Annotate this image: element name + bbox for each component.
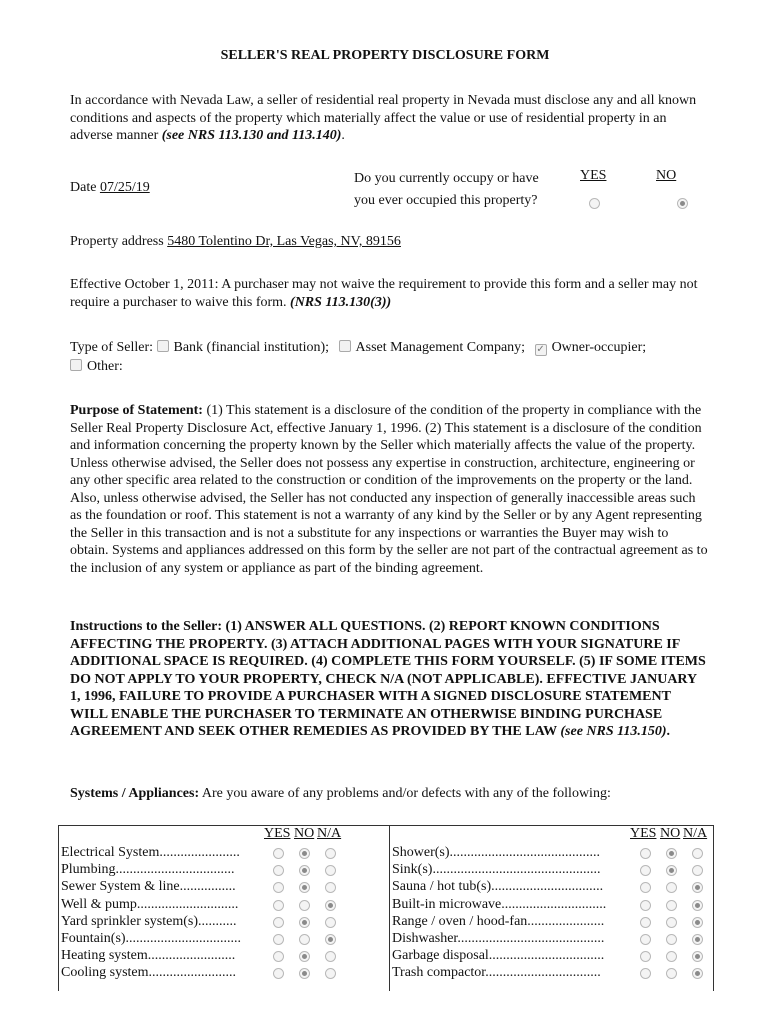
radio-yes[interactable] (273, 848, 284, 859)
radio-na[interactable] (325, 882, 336, 893)
seller-type-option-1[interactable] (339, 340, 526, 355)
purpose-heading: Purpose of Statement: (70, 403, 203, 418)
form-title: SELLER'S REAL PROPERTY DISCLOSURE FORM (220, 48, 550, 63)
systems-row (390, 844, 714, 861)
systems-item-label: Cooling system......................... (61, 965, 237, 981)
property-address-value[interactable]: 5480 Tolentino Dr, Las Vegas, NV, 89156 (167, 234, 401, 249)
intro-end: . (341, 128, 345, 143)
systems-item-label: Sewer System & line................ (61, 879, 236, 895)
radio-na[interactable] (692, 900, 703, 911)
checkbox-icon[interactable] (70, 359, 82, 371)
intro-text: In accordance with Nevada Law, a seller of residential real property in Nevada must disclose any and all known conditions and aspects of the property which materially affect the value or use of residential property in an adverse manner (70, 93, 697, 143)
occupancy-no-radio[interactable] (677, 198, 688, 209)
radio-na[interactable] (325, 951, 336, 962)
systems-row (390, 878, 714, 895)
systems-row (390, 896, 714, 913)
systems-row (59, 947, 389, 964)
systems-left-column (59, 826, 389, 991)
systems-item-label: Built-in microwave.............................. (392, 896, 607, 912)
radio-na[interactable] (692, 865, 703, 876)
date-label: Date (70, 180, 100, 195)
radio-no[interactable] (299, 848, 310, 859)
intro-citation: (see NRS 113.130 and 113.140) (161, 128, 342, 143)
radio-na[interactable] (692, 882, 703, 893)
effective-citation: (NRS 113.130(3)) (290, 294, 392, 310)
seller-type-option-label: Asset Management Company; (355, 340, 526, 355)
radio-no[interactable] (299, 934, 310, 945)
radio-no[interactable] (666, 865, 677, 876)
radio-no[interactable] (666, 951, 677, 962)
radio-no[interactable] (299, 917, 310, 928)
systems-question-text: Are you aware of any problems and/or defects with any of the following: (199, 786, 611, 801)
radio-yes[interactable] (273, 900, 284, 911)
radio-yes[interactable] (640, 951, 651, 962)
radio-no[interactable] (299, 951, 310, 962)
systems-row (390, 861, 714, 878)
systems-item-label: Fountain(s)................................. (61, 931, 242, 946)
radio-yes[interactable] (640, 968, 651, 979)
radio-yes[interactable] (640, 934, 651, 945)
seller-type-label: Type of Seller: (70, 340, 153, 355)
date-value[interactable]: 07/25/19 (99, 180, 150, 195)
radio-na[interactable] (692, 848, 703, 859)
seller-type-option-3[interactable] (70, 359, 123, 374)
systems-item-label: Sauna / hot tub(s)................................ (392, 879, 604, 895)
purpose-text: (1) This statement is a disclosure of the condition of the property in compliance with the Seller Real Property Disclosure Act, effective January 1, 1996. (2) This statement is a disclosure of the condition and information concerning the property known by the Seller which materially affects the value of the property. Unless otherwise advised, the Seller does not possess any expertise in construction, architecture, engineering or any other specific area related to the construction or condition of the improvements on the property or the land. Also, unless otherwise advised, the Seller has not conducted any inspection of generally inaccessible areas such as the foundation or roof. This statement is not a warranty of any kind by the Seller or by any Agent representing the Seller in this transaction and is not a substitute for any inspections or warranties the Buyer may wish to obtain. Systems and appliances addressed on this form by the seller are not part of the contractual agreement as to the inclusion of any system or appliance as part of the binding agreement. (70, 403, 708, 576)
occupancy-question-line2: you ever occupied this property? (354, 193, 538, 208)
seller-type-option-label: Other: (87, 359, 123, 374)
property-address-field (70, 233, 710, 251)
radio-no[interactable] (666, 900, 677, 911)
seller-type-option-2[interactable] (535, 340, 647, 355)
checked-checkbox-icon[interactable]: ✓ (536, 344, 545, 355)
radio-no[interactable] (299, 865, 310, 876)
systems-row (390, 913, 714, 930)
radio-no[interactable] (666, 917, 677, 928)
radio-na[interactable] (325, 917, 336, 928)
systems-item-label: Yard sprinkler system(s)........... (61, 913, 237, 929)
left-no-header: NO (294, 826, 315, 841)
instructions-end: . (666, 724, 671, 739)
instructions-text: Instructions to the Seller: (1) ANSWER ALL QUESTIONS. (2) REPORT KNOWN CONDITIONS AFFECTING THE PROPERTY. (3) ATTACH ADDITIONAL PAGES WITH YOUR SIGNATURE IF ADDITIONAL SPACE IS REQUIRED. (4) COMPLETE THIS FORM YOURSELF. (5) IF SOME ITEMS DO NOT APPLY TO YOUR PROPERTY, CHECK N/A (NOT APPLICABLE). EFFECTIVE JANUARY 1, 1996, FAILURE TO PROVIDE A PURCHASER WITH A SIGNED DISCLOSURE STATEMENT WILL ENABLE THE PURCHASER TO TERMINATE AN OTHERWISE BINDING PURCHASE AGREEMENT AND SEEK OTHER REMEDIES AS PROVIDED BY THE LAW (70, 619, 706, 739)
systems-row (59, 930, 389, 947)
systems-item-label: Plumbing.................................. (61, 862, 235, 878)
radio-na[interactable] (325, 934, 336, 945)
radio-no[interactable] (666, 882, 677, 893)
systems-item-label: Trash compactor................................. (392, 965, 601, 981)
checkbox-icon[interactable] (339, 340, 351, 352)
radio-na[interactable] (325, 900, 336, 911)
effective-notice (70, 276, 710, 311)
systems-table (58, 825, 714, 991)
radio-no[interactable] (666, 848, 677, 859)
radio-na[interactable] (692, 917, 703, 928)
occupancy-question (354, 168, 564, 212)
systems-heading: Systems / Appliances: (70, 786, 200, 801)
radio-na[interactable] (692, 968, 703, 979)
systems-row (59, 861, 389, 878)
right-yes-header: YES (630, 826, 657, 841)
radio-no[interactable] (666, 934, 677, 945)
occupancy-yes-radio[interactable] (589, 198, 600, 209)
seller-type-row (70, 338, 730, 376)
radio-yes[interactable] (640, 917, 651, 928)
systems-item-label: Shower(s)........................................... (392, 845, 601, 860)
property-address-label: Property address (70, 234, 168, 249)
systems-item-label: Dishwasher.......................................... (392, 931, 605, 946)
left-na-header: N/A (317, 826, 342, 841)
systems-item-label: Range / oven / hood-fan...................... (392, 913, 605, 929)
seller-type-option-label: Owner-occupier; (551, 340, 647, 355)
right-no-header: NO (660, 826, 681, 841)
systems-item-label: Garbage disposal................................. (392, 948, 605, 964)
radio-yes[interactable] (640, 848, 651, 859)
systems-row (59, 844, 389, 861)
systems-question (70, 785, 710, 803)
radio-yes[interactable] (273, 951, 284, 962)
systems-right-column (389, 826, 714, 991)
systems-row (59, 964, 389, 981)
radio-yes[interactable] (640, 900, 651, 911)
systems-item-label: Electrical System....................... (61, 845, 240, 860)
systems-row (59, 878, 389, 895)
radio-na[interactable] (692, 951, 703, 962)
seller-type-option-label: Bank (financial institution); (173, 340, 330, 355)
instructions-paragraph (70, 618, 710, 741)
date-field (70, 180, 150, 196)
checkbox-icon[interactable] (157, 340, 169, 352)
radio-no[interactable] (299, 900, 310, 911)
radio-yes[interactable] (273, 968, 284, 979)
radio-yes[interactable] (273, 865, 284, 876)
radio-yes[interactable] (273, 934, 284, 945)
occupancy-question-line1: Do you currently occupy or have (354, 171, 539, 186)
radio-no[interactable] (299, 882, 310, 893)
radio-no[interactable] (299, 968, 310, 979)
left-yes-header: YES (264, 826, 291, 841)
radio-no[interactable] (666, 968, 677, 979)
systems-row (59, 896, 389, 913)
radio-na[interactable] (325, 848, 336, 859)
radio-na[interactable] (325, 865, 336, 876)
instructions-citation: (see NRS 113.150) (560, 724, 667, 739)
seller-type-option-0[interactable] (157, 340, 330, 355)
intro-paragraph (70, 92, 710, 145)
systems-item-label: Well & pump............................. (61, 896, 239, 912)
systems-item-label: Heating system......................... (61, 948, 236, 964)
radio-yes[interactable] (640, 865, 651, 876)
right-na-header: N/A (683, 826, 708, 841)
occupancy-yes-header: YES (580, 168, 607, 183)
systems-row (390, 947, 714, 964)
radio-na[interactable] (325, 968, 336, 979)
radio-yes[interactable] (273, 882, 284, 893)
radio-yes[interactable] (640, 882, 651, 893)
radio-yes[interactable] (273, 917, 284, 928)
systems-item-label: Sink(s)................................................ (392, 862, 601, 878)
effective-text: Effective October 1, 2011: A purchaser may not waive the requirement to provide this form and a seller may not require a purchaser to waive this form. (70, 277, 698, 310)
systems-row (390, 930, 714, 947)
radio-na[interactable] (692, 934, 703, 945)
occupancy-no-header: NO (656, 168, 677, 183)
systems-row (59, 913, 389, 930)
purpose-paragraph (70, 402, 710, 577)
systems-row (390, 964, 714, 981)
